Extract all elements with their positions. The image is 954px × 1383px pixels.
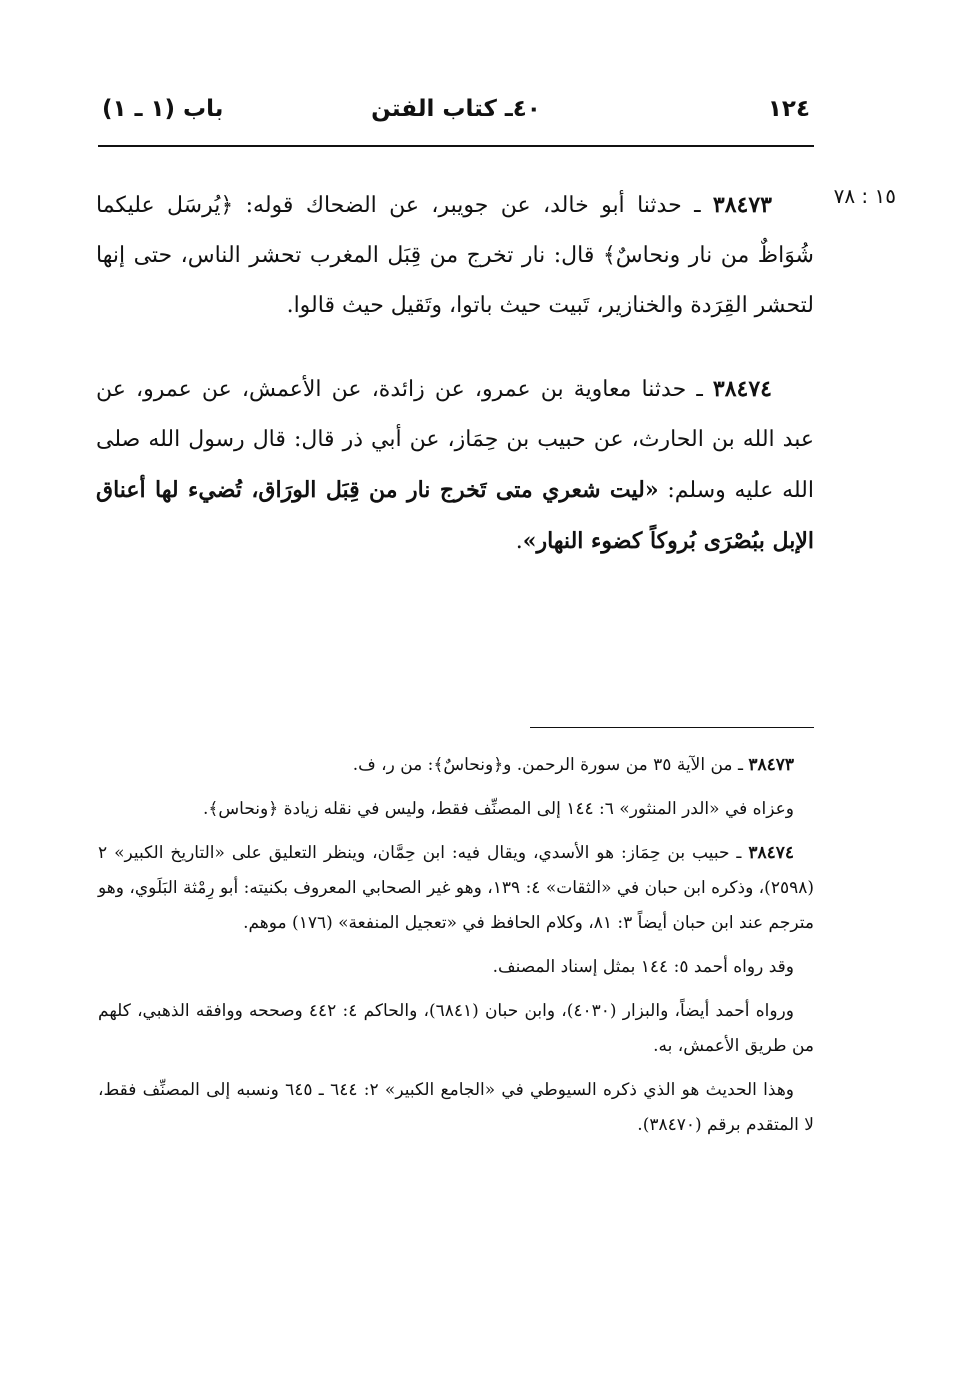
page-number: ١٢٤ xyxy=(767,96,810,122)
footnote xyxy=(98,994,814,1064)
footnote-separator xyxy=(530,727,814,728)
footnote-text: وعزاه في «الدر المنثور» ٦: ١٤٤ إلى المصنِّف فقط، وليس في نقله زيادة ﴿ونحاس﴾. xyxy=(203,799,794,819)
book-title: ٤٠ـ كتاب الفتن xyxy=(371,96,541,122)
running-header xyxy=(98,92,814,136)
footnote-text: ـ من الآية ٣٥ من سورة الرحمن. و﴿ونحاسٌ﴾: من ر، ف. xyxy=(352,755,749,775)
hadith-number: ٣٨٤٧٣ xyxy=(712,192,772,218)
hadith-matn: «ليت شعري متى تَخرج نار من قِبَل الورَاق، تُضيء لها أعناق الإبل ببُصْرَى بُروكاً كضوء النهار» xyxy=(96,477,814,554)
hadith-number: ٣٨٤٧٤ xyxy=(712,376,772,402)
header-rule xyxy=(98,145,814,147)
footnote-text: وقد رواه أحمد ٥: ١٤٤ بمثل إسناد المصنف. xyxy=(492,957,794,977)
footnote-number: ٣٨٤٧٤ xyxy=(748,843,794,863)
footnote xyxy=(98,1073,814,1143)
footnote-number: ٣٨٤٧٣ xyxy=(748,755,794,775)
footnote-text: وهذا الحديث هو الذي ذكره السيوطي في «الجامع الكبير» ٢: ٦٤٤ ـ ٦٤٥ ونسبه إلى المصنِّف فقط، لا المتقدم برقم (٣٨٤٧٠). xyxy=(98,1080,814,1135)
hadith-text: ـ حدثنا معاوية بن عمرو، عن زائدة، عن الأعمش، عن عمرو، عن عبد الله بن الحارث، عن حبيب بن حِمَاز، عن أبي ذر قال: قال رسول الله صلى الله عليه وسلم: xyxy=(96,377,814,503)
footnote xyxy=(98,950,814,985)
footnote xyxy=(98,792,814,827)
main-text xyxy=(96,180,814,600)
hadith-text: ـ حدثنا أبو خالد، عن جويبر، عن الضحاك قوله: ﴿يُرسَل عليكما شُوَاظٌ من نار ونحاسٌ﴾ قال: نار تخرج من قِبَل المغرب تحشر الناس، حتى إنها لتحشر القِرَدة والخنازير، تَبيت حيث باتوا، وتَقيل حيث قالوا. xyxy=(96,193,814,318)
footnote-text: ـ حبيب بن حِمَاز: هو الأسدي، ويقال فيه: ابن حِمَّان، وينظر التعليق على «التاريخ الكبير» ٢ (٢٥٩٨)، وذكره ابن حبان في «الثقات» ٤: ١٣٩، وهو غير الصحابي المعروف بكنيته: أبو رِمْثة البَلَوي، وهو مترجم عند ابن حبان أيضاً ٣: ٨١، وكلام الحافظ في «تعجيل المنفعة» (١٧٦) موهم. xyxy=(98,843,814,933)
footnotes xyxy=(98,748,814,1152)
chapter-label: باب (١ ـ ١) xyxy=(102,96,224,122)
footnote xyxy=(98,748,814,783)
hadith-paragraph xyxy=(96,364,814,567)
hadith-paragraph xyxy=(96,180,814,331)
footnote xyxy=(98,836,814,941)
footnote-text: ورواه أحمد أيضاً، والبزار (٤٠٣٠)، وابن حبان (٦٨٤١)، والحاكم ٤: ٤٤٢ وصححه ووافقه الذهبي، كلهم من طريق الأعمش، به. xyxy=(98,1001,814,1056)
margin-reference: ١٥ : ٧٨ xyxy=(833,184,896,208)
hadith-end: . xyxy=(515,529,523,554)
